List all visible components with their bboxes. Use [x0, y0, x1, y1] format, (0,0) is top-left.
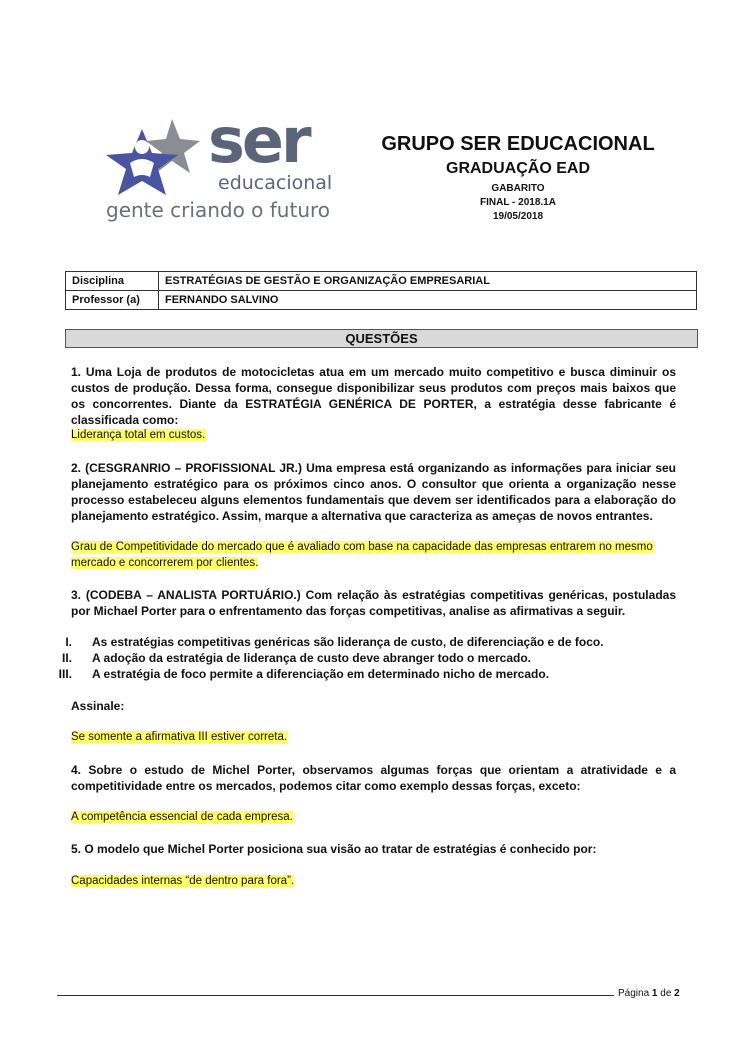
table-row — [66, 272, 697, 291]
info-label: Professor (a) — [66, 291, 159, 310]
answer-1 — [71, 427, 205, 443]
answer-4 — [71, 809, 293, 825]
question-4: 4. Sobre o estudo de Michel Porter, observamos algumas forças que orientam a atratividade e a competitividade entre os mercados, podemos citar como exemplo dessas forças, exceto: — [71, 763, 676, 793]
footer-divider — [57, 995, 614, 996]
meta-date: 19/05/2018 — [492, 211, 544, 222]
answer-5 — [71, 873, 294, 889]
info-value: FERNANDO SALVINO — [159, 291, 697, 310]
question-1: 1. Uma Loja de produtos de motocicletas atua em um mercado muito competitivo e busca diminuir os custos de produção. Dessa forma, consegue disponibilizar seus produtos com preços mais baixos que os concorrentes. Diante da ESTRATÉGIA GENÉRICA DE PORTER, a estratégia desse fabricante é classificada como: — [71, 365, 676, 427]
page-number: Página 1 de 2 — [618, 988, 680, 999]
answer-3 — [71, 729, 287, 745]
answer-highlight: A competência essencial de cada empresa. — [71, 811, 293, 823]
info-label: Disciplina — [66, 272, 159, 291]
answer-highlight: Capacidades internas “de dentro para fora”. — [71, 875, 295, 887]
course-info-table — [65, 271, 697, 310]
answer-highlight: Grau de Competitividade do mercado que é avaliado com base na capacidade das empresas entrarem no mesmo — [71, 541, 653, 553]
question-2: 2. (CESGRANRIO – PROFISSIONAL JR.) Uma empresa está organizando as informações para iniciar seu planejamento estratégico para os próximos cinco anos. O consultor que orienta a organização nesse processo estabeleceu alguns elementos fundamentais que devem ser identificados para a elaboração do planejamento estratégico. Assim, marque a alternativa que caracteriza as ameças de novos entrantes. — [71, 461, 676, 523]
question-5: 5. O modelo que Michel Porter posiciona sua visão ao tratar de estratégias é conhecido por: — [71, 842, 597, 856]
question-3: 3. (CODEBA – ANALISTA PORTUÁRIO.) Com relação às estratégias competitivas genéricas, postuladas por Michael Porter para o enfrentamento das forças competitivas, analise as afirmativas a seguir. — [71, 588, 676, 618]
logo-wordmark: ser — [208, 104, 309, 177]
meta-final: FINAL - 2018.1A — [480, 197, 556, 208]
document-meta — [370, 182, 666, 224]
answer-highlight: mercado e concorrerem por clientes. — [71, 557, 259, 569]
meta-gabarito: GABARITO — [491, 183, 545, 194]
section-title: QUESTÕES — [65, 329, 698, 348]
list-item: I. As estratégias competitivas genéricas são liderança de custo, de diferenciação e de foco. — [65, 635, 604, 649]
question-3-prompt: Assinale: — [71, 699, 125, 713]
logo-tagline: gente criando o futuro — [106, 198, 331, 222]
star-figure-icon — [100, 115, 210, 205]
answer-2 — [71, 539, 653, 571]
logo-subtitle: educacional — [218, 172, 333, 194]
list-item: III. A estratégia de foco permite a diferenciação em determinado nicho de mercado. — [58, 667, 550, 681]
table-row — [66, 291, 697, 310]
document-title: GRUPO SER EDUCACIONAL — [381, 133, 655, 155]
list-item: II. A adoção da estratégia de liderança de custo deve abranger todo o mercado. — [61, 651, 532, 665]
answer-highlight: Se somente a afirmativa III estiver correta. — [71, 731, 288, 743]
document-subtitle: GRADUAÇÃO EAD — [446, 160, 590, 177]
info-value: ESTRATÉGIAS DE GESTÃO E ORGANIZAÇÃO EMPRESARIAL — [159, 272, 697, 291]
answer-highlight: Liderança total em custos. — [71, 429, 206, 441]
statement-list — [50, 634, 670, 682]
company-logo — [100, 104, 333, 230]
